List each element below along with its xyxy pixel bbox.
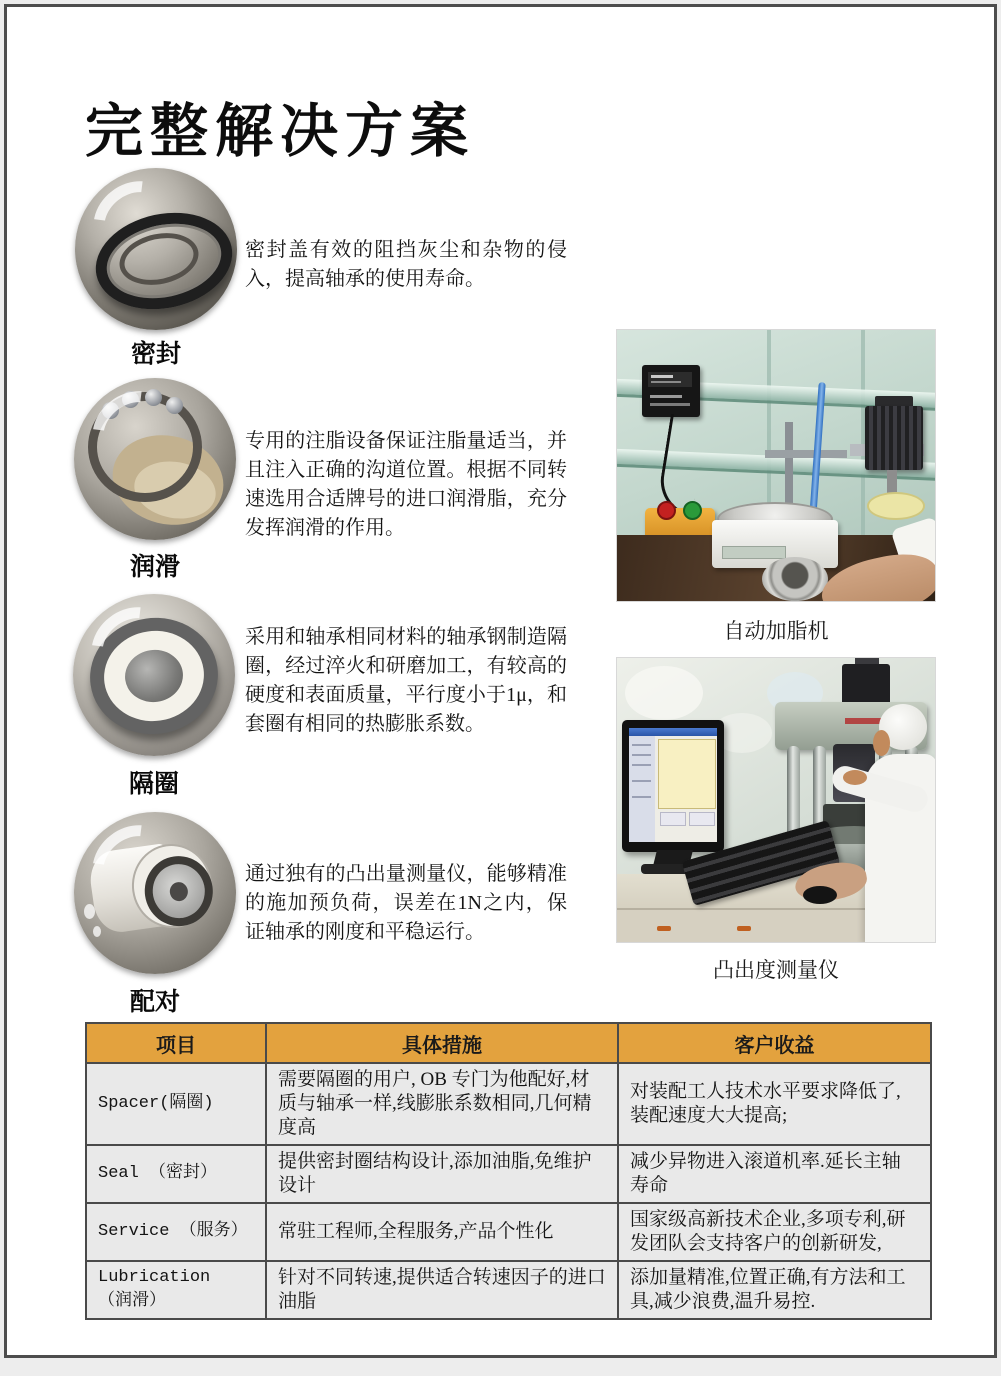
technician-face (873, 730, 890, 756)
ui-line (632, 796, 651, 798)
highlight-dot (93, 926, 101, 937)
frame-bar (765, 450, 847, 458)
table-row (86, 1145, 931, 1203)
col-header-measure: 具体措施 (266, 1023, 618, 1063)
table-row (86, 1063, 931, 1145)
cell-item: Lubrication （润滑） (86, 1261, 266, 1319)
cell-item: Spacer(隔圈) (86, 1063, 266, 1145)
display-line (651, 375, 673, 378)
scale-display (722, 546, 786, 559)
display-line (650, 395, 682, 398)
cell-benefit: 国家级高新技术企业,多项专利,研发团队会支持客户的创新研发, (618, 1203, 931, 1261)
mouse (803, 886, 837, 904)
spacer-label: 隔圈 (128, 770, 179, 798)
cell-measure: 常驻工程师,全程服务,产品个性化 (266, 1203, 618, 1261)
monitor-screen (629, 728, 717, 842)
cell-measure: 需要隔圈的用户, OB 专门为他配好,材质与轴承一样,线膨胀系数相同,几何精度高 (266, 1063, 618, 1145)
cell-benefit: 减少异物进入滚道机率.延长主轴寿命 (618, 1145, 931, 1203)
cell-item: Service （服务） (86, 1203, 266, 1261)
lubrication-product-image (74, 378, 236, 540)
lubrication-label: 润滑 (129, 553, 180, 581)
red-button (657, 501, 676, 520)
ui-line (632, 764, 651, 766)
motor (865, 406, 923, 470)
table-row (86, 1261, 931, 1319)
grease-nozzle (867, 492, 925, 520)
ui-widget (689, 812, 715, 826)
table-row (86, 1203, 931, 1261)
seal-description: 密封盖有效的阻挡灰尘和杂物的侵入，提高轴承的使用寿命。 (245, 239, 567, 290)
green-button (683, 501, 702, 520)
lubrication-description: 专用的注脂设备保证注脂量适当，并且注入正确的沟道位置。根据不同转速选用合适牌号的进口润滑脂，充分发挥润滑的作用。 (245, 430, 567, 539)
table-header-row (86, 1023, 931, 1063)
pairing-product-image (74, 812, 236, 974)
greasing-machine-caption: 自动加脂机 (723, 619, 829, 643)
seal-label: 密封 (130, 340, 181, 368)
display-line (651, 381, 681, 383)
background-blur (625, 666, 703, 720)
greasing-machine-photo (617, 330, 935, 601)
highlight-dot (84, 904, 95, 919)
technician-hand (843, 770, 867, 785)
software-sidebar (629, 736, 655, 842)
cell-benefit: 对装配工人技术水平要求降低了,装配速度大大提高; (618, 1063, 931, 1145)
measuring-instrument-photo (617, 658, 935, 942)
pairing-label: 配对 (129, 988, 180, 1016)
ui-widget (660, 812, 686, 826)
bearing-hub-shape (169, 881, 189, 902)
cell-item: Seal （密封） (86, 1145, 266, 1203)
spacer-description: 采用和轴承相同材料的轴承钢制造隔圈，经过淬火和研磨加工，有较高的硬度和表面质量，平行度小于1μ，和套圈有相同的热膨胀系数。 (245, 626, 567, 735)
cell-measure: 提供密封圈结构设计,添加油脂,免维护设计 (266, 1145, 618, 1203)
ui-line (632, 744, 651, 746)
ui-line (632, 754, 651, 756)
drawer-handle (657, 926, 671, 931)
measuring-instrument-caption: 凸出度测量仪 (713, 958, 839, 982)
monitor (622, 720, 724, 852)
col-header-benefit: 客户收益 (618, 1023, 931, 1063)
cell-benefit: 添加量精准,位置正确,有方法和工具,减少浪费,温升易控. (618, 1261, 931, 1319)
page-title: 完整解决方案 (85, 99, 476, 164)
drawer-handle (737, 926, 751, 931)
cell-measure: 针对不同转速,提供适合转速因子的进口油脂 (266, 1261, 618, 1319)
spacer-product-image (73, 594, 235, 756)
bearing-part (762, 557, 828, 601)
ui-line (632, 780, 651, 782)
software-panel (658, 739, 716, 809)
window-titlebar (629, 728, 717, 736)
press-top-assembly (842, 664, 890, 706)
display-line (650, 403, 690, 406)
control-box (642, 365, 700, 417)
seal-product-image (75, 168, 237, 330)
solutions-table (85, 1022, 932, 1320)
pairing-description: 通过独有的凸出量测量仪，能够精准的施加预负荷，误差在1N之内，保证轴承的刚度和平稳运行。 (245, 863, 567, 943)
col-header-item: 项目 (86, 1023, 266, 1063)
